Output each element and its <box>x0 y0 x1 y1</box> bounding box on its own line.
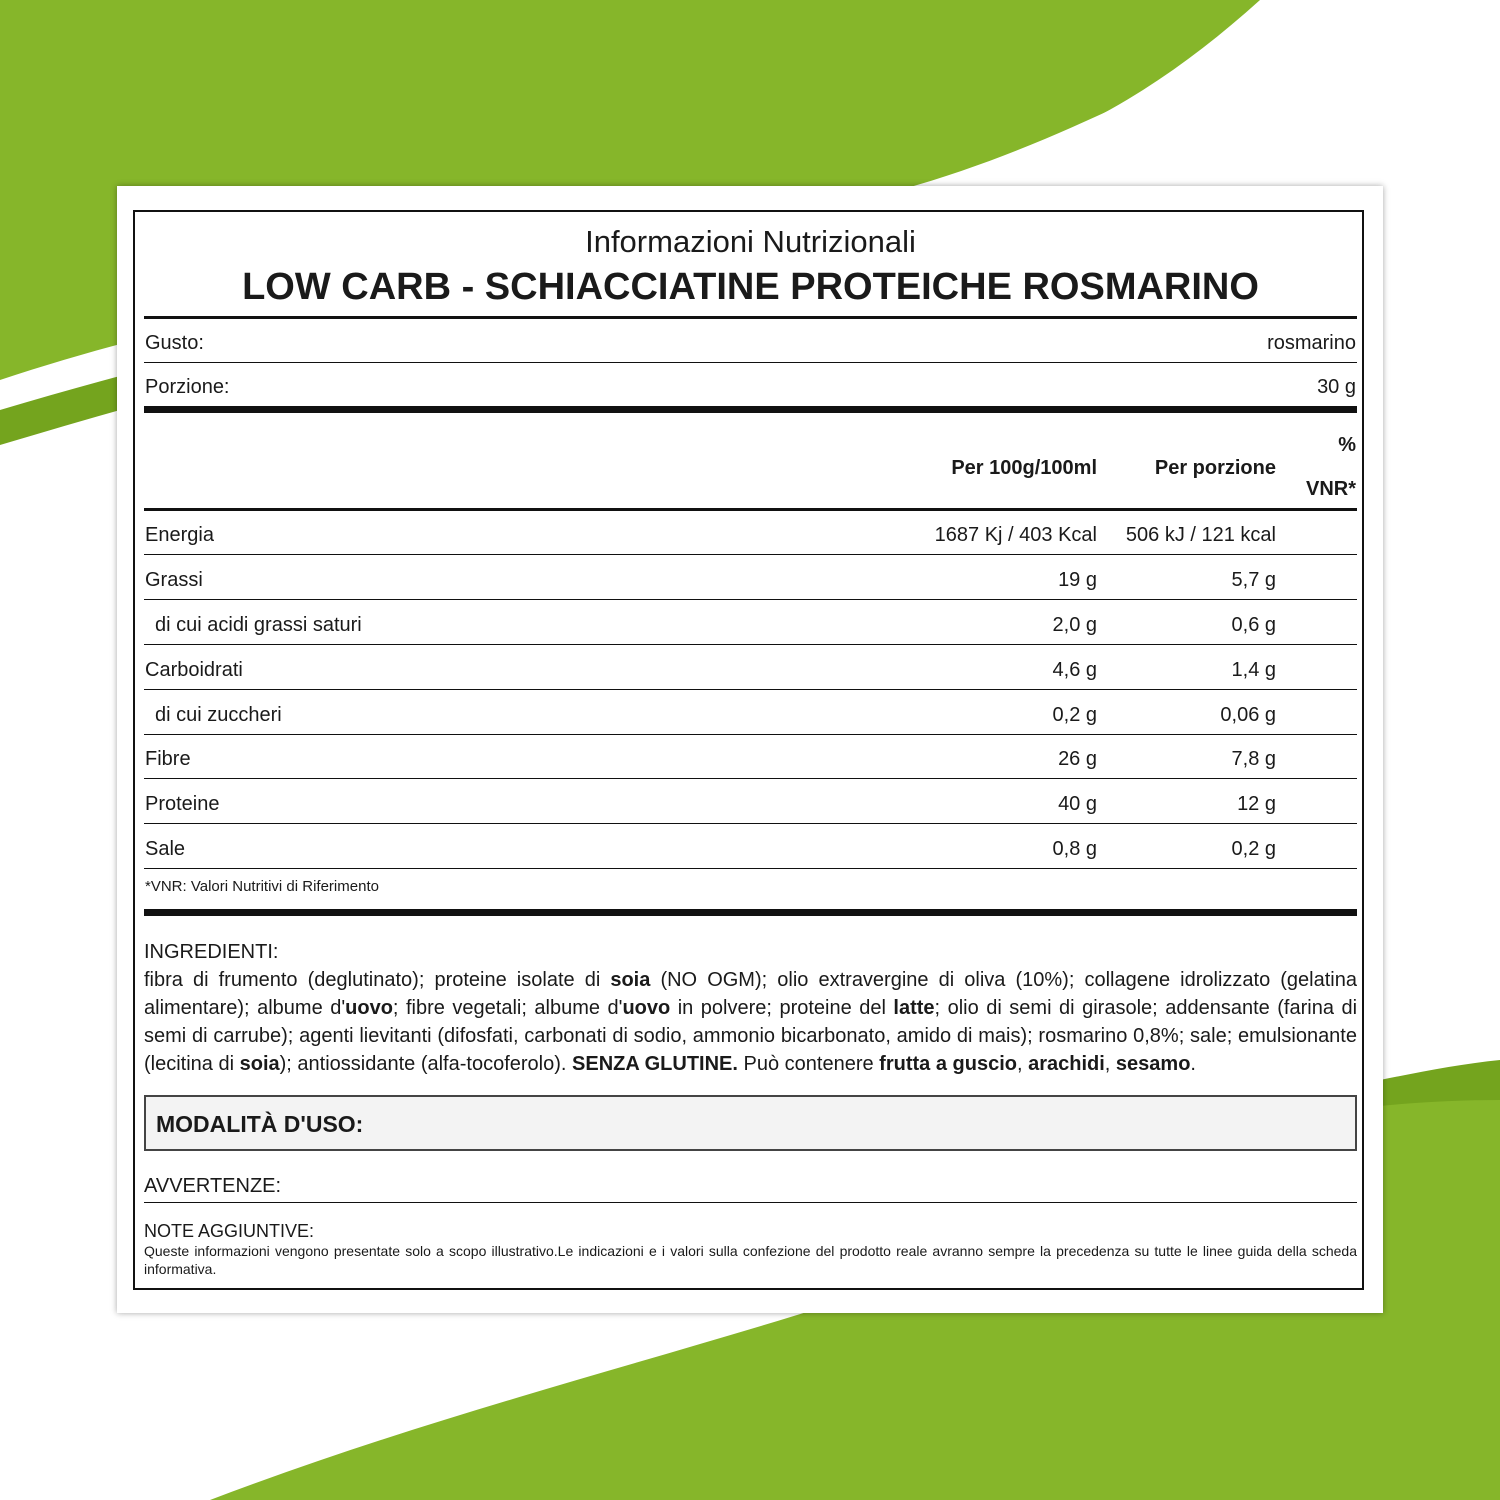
thick-divider <box>144 909 1357 916</box>
row-porzione-carboidrati: 1,4 g <box>1231 659 1276 681</box>
row-per100-zuccheri: 0,2 g <box>1052 704 1097 726</box>
row-porzione-zuccheri: 0,06 g <box>1220 704 1276 726</box>
porzione-label: Porzione: <box>145 376 230 398</box>
row-label-fibre: Fibre <box>145 748 191 770</box>
divider <box>144 362 1357 363</box>
row-porzione-energia: 506 kJ / 121 kcal <box>1125 524 1276 546</box>
row-divider <box>144 823 1357 824</box>
row-divider <box>144 554 1357 555</box>
col-header-vnr-pct: % <box>1338 434 1356 456</box>
col-header-per100: Per 100g/100ml <box>951 457 1097 479</box>
row-divider <box>144 689 1357 690</box>
row-divider <box>144 644 1357 645</box>
modalita-box <box>144 1095 1357 1151</box>
row-divider <box>144 868 1357 869</box>
ingredients-title: INGREDIENTI: <box>144 941 279 963</box>
row-label-carboidrati: Carboidrati <box>145 659 243 681</box>
row-label-proteine: Proteine <box>145 793 220 815</box>
row-label-sale: Sale <box>145 838 186 860</box>
divider <box>144 316 1357 319</box>
row-per100-energia: 1687 Kj / 403 Kcal <box>934 524 1097 546</box>
thick-divider <box>144 406 1357 413</box>
row-label-saturi: di cui acidi grassi saturi <box>155 614 362 636</box>
col-header-vnr: VNR* <box>1305 478 1356 500</box>
divider <box>144 1202 1357 1203</box>
vnr-footnote: *VNR: Valori Nutritivi di Riferimento <box>145 878 379 895</box>
row-porzione-grassi: 5,7 g <box>1231 569 1276 591</box>
col-header-porzione: Per porzione <box>1154 457 1276 479</box>
nutrition-frame <box>133 210 1364 1290</box>
porzione-value: 30 g <box>1317 376 1356 398</box>
modalita-title: MODALITÀ D'USO: <box>156 1111 364 1137</box>
gusto-label: Gusto: <box>145 332 204 354</box>
row-per100-carboidrati: 4,6 g <box>1052 659 1097 681</box>
row-per100-fibre: 26 g <box>1058 748 1097 770</box>
row-divider <box>144 734 1357 735</box>
product-name: LOW CARB - SCHIACCIATINE PROTEICHE ROSMARINO <box>242 266 1259 308</box>
row-per100-grassi: 19 g <box>1058 569 1097 591</box>
ingredients-text: fibra di frumento (deglutinato); proteine isolate di soia (NO OGM); olio extravergine di oliva (10%); collagene idrolizzato (gelatina alimentare); albume d'uovo; fibre vegetali; albume d'uovo in polvere; proteine del latte; olio di semi di girasole; addensante (farina di semi di carrube); agenti lievitanti (difosfati, carbonati di sodio, ammonio bicarbonato, amido di mais); rosmarino 0,8%; sale; emulsionante (lecitina di soia); antiossidante (alfa-tocoferolo). SENZA GLUTINE. Può contenere frutta a guscio, arachidi, sesamo. <box>144 969 1358 1075</box>
divider <box>144 508 1357 511</box>
row-label-zuccheri: di cui zuccheri <box>155 704 282 726</box>
nutrition-card <box>117 186 1383 1313</box>
row-per100-proteine: 40 g <box>1058 793 1097 815</box>
note-text: Queste informazioni vengono presentate solo a scopo illustrativo.Le indicazioni e i valori sulla confezione del prodotto reale avranno sempre la precedenza su tutte le linee guida della scheda informativa. <box>144 1243 1357 1277</box>
page-title: Informazioni Nutrizionali <box>585 224 916 259</box>
row-porzione-fibre: 7,8 g <box>1231 748 1276 770</box>
row-per100-sale: 0,8 g <box>1052 838 1097 860</box>
row-per100-saturi: 2,0 g <box>1052 614 1097 636</box>
note-title: NOTE AGGIUNTIVE: <box>144 1221 315 1241</box>
row-porzione-sale: 0,2 g <box>1231 838 1276 860</box>
row-label-grassi: Grassi <box>145 569 203 591</box>
row-porzione-proteine: 12 g <box>1237 793 1276 815</box>
row-divider <box>144 599 1357 600</box>
row-divider <box>144 778 1357 779</box>
row-porzione-saturi: 0,6 g <box>1231 614 1276 636</box>
gusto-value: rosmarino <box>1267 332 1356 354</box>
avvertenze-title: AVVERTENZE: <box>144 1175 282 1197</box>
row-label-energia: Energia <box>145 524 214 546</box>
